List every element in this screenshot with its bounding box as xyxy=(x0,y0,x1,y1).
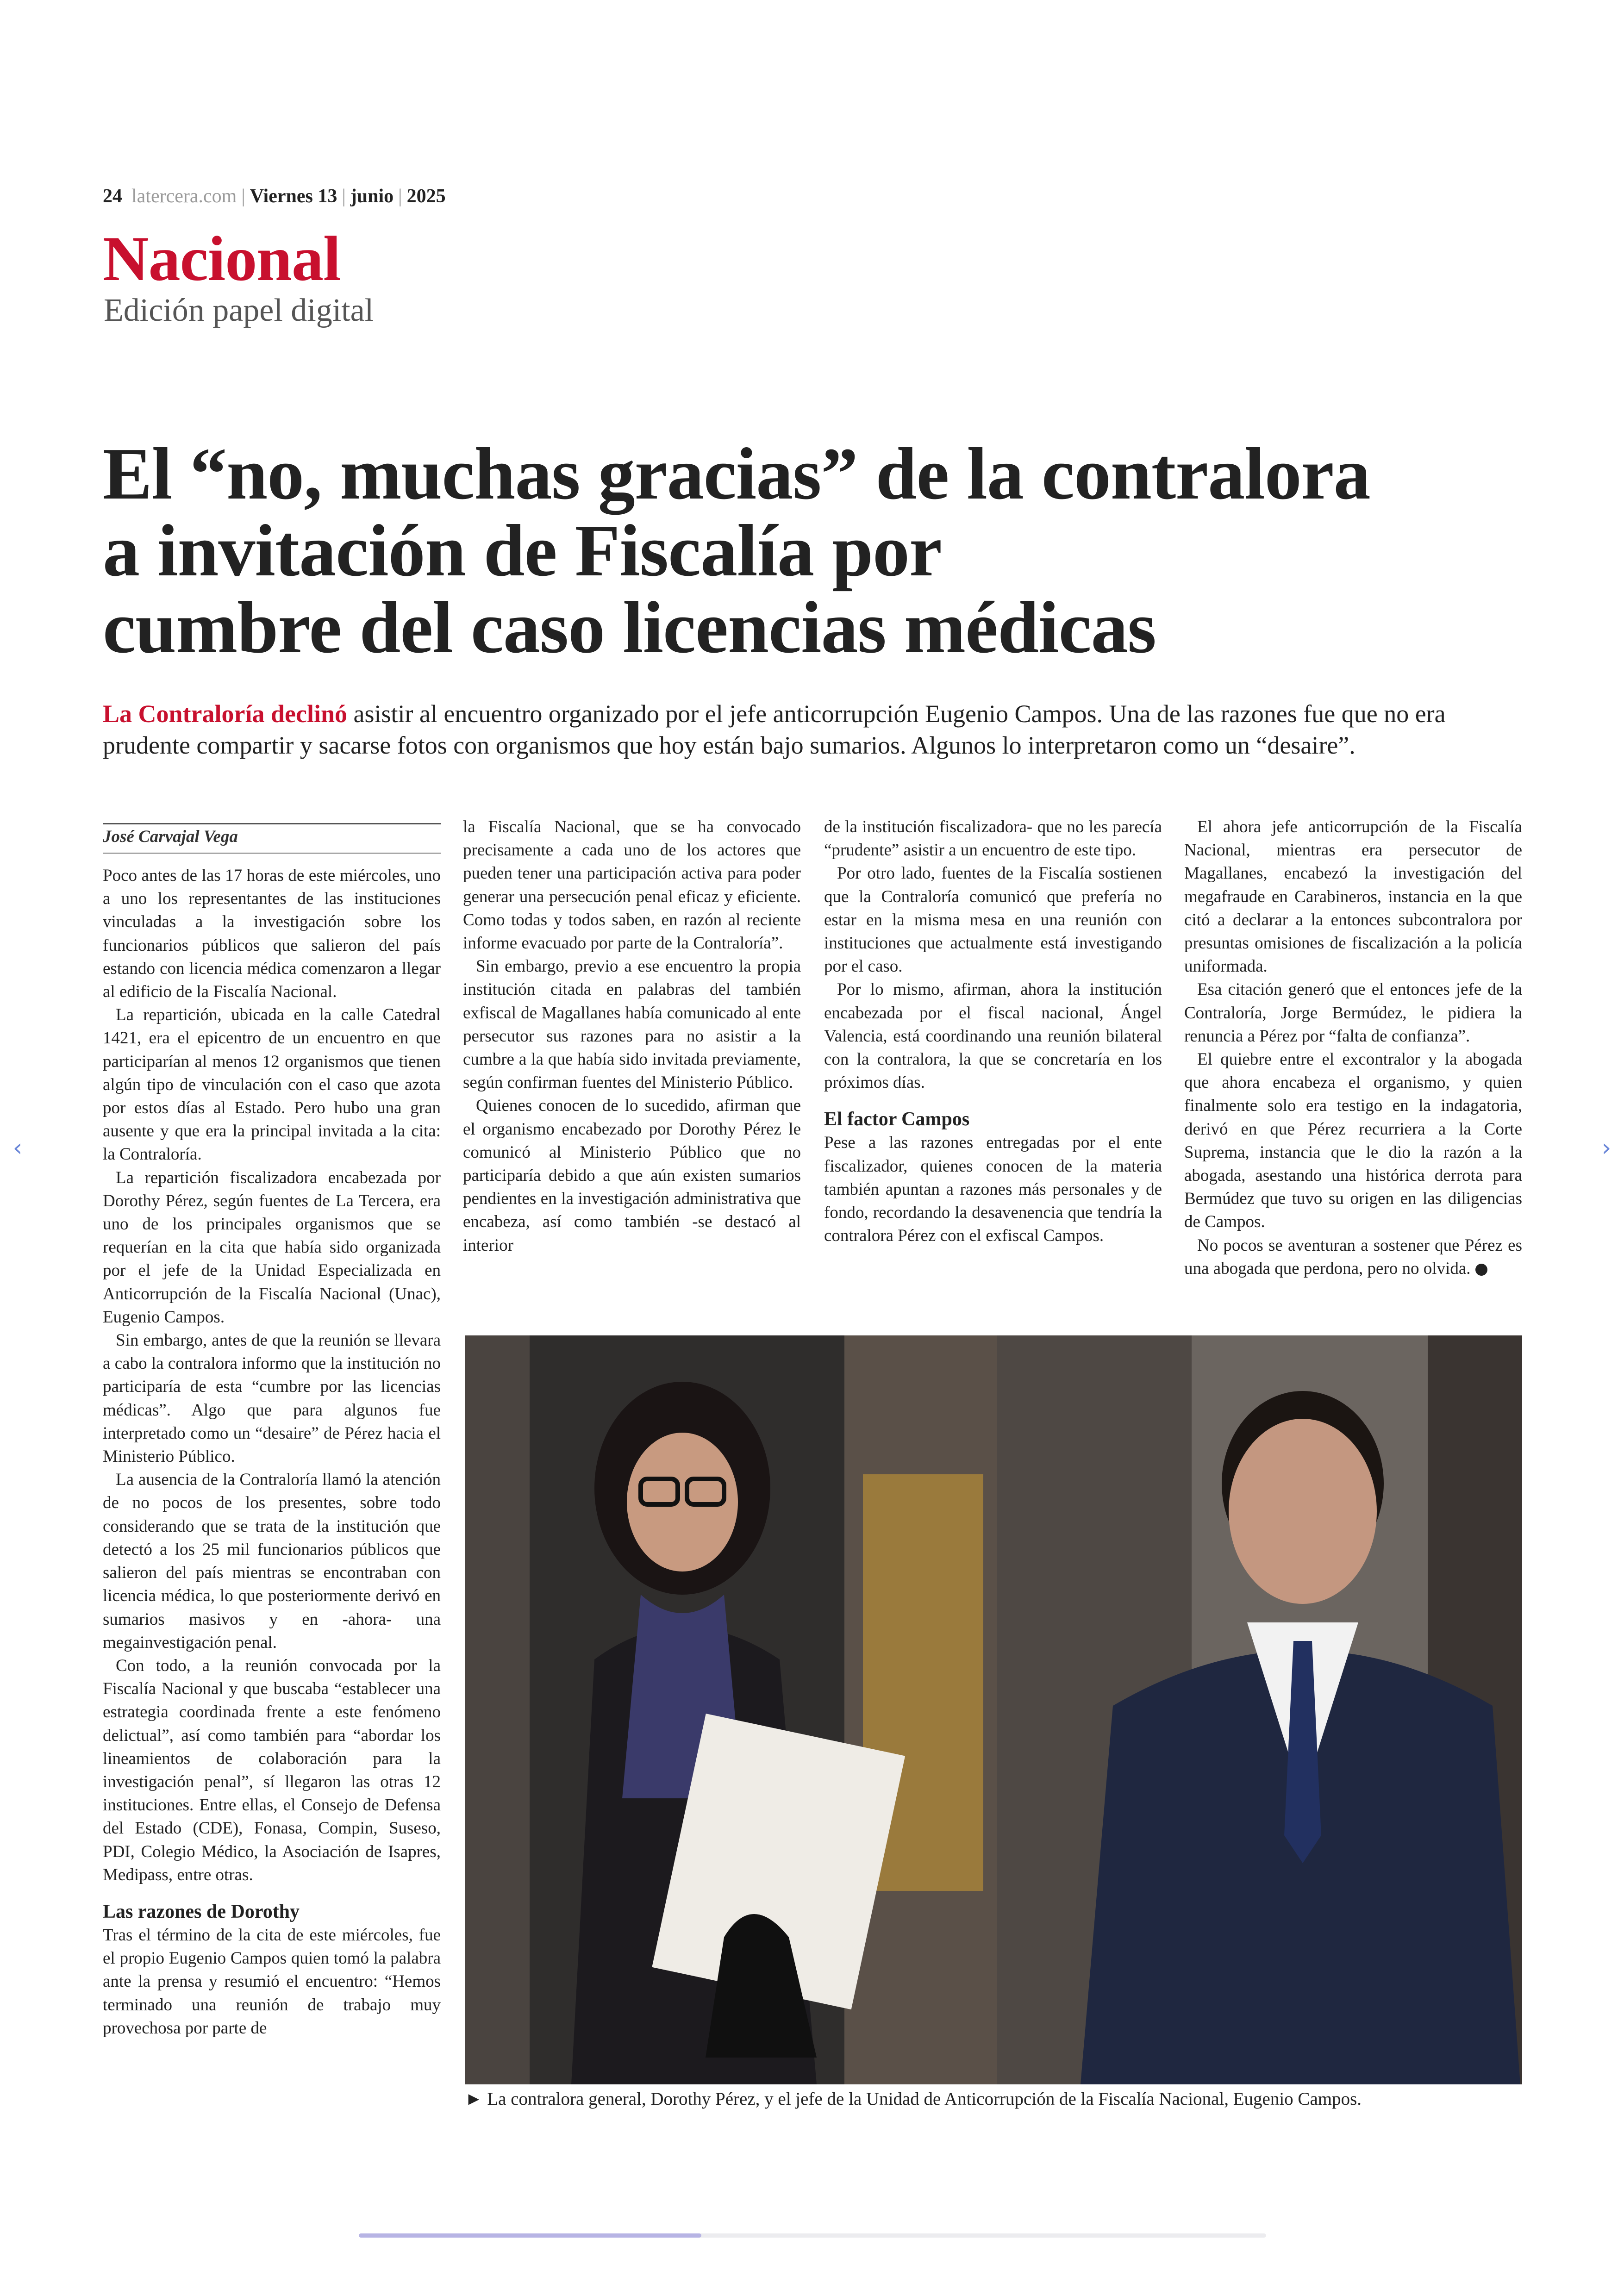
date-year: 2025 xyxy=(406,186,446,207)
byline: José Carvajal Vega xyxy=(103,827,238,846)
byline-rule-top xyxy=(103,823,441,824)
paragraph: la Fiscalía Nacional, que se ha convocado precisamente a cada uno de los actores que pueden tener una participación activa para poder generar una persecución penal eficaz y eficiente. Como todas y todos saben, en razón al reciente informe evacuado por parte de la Contraloría”. xyxy=(463,817,801,953)
page-folio: 24 latercera.com | Viernes 13 | junio | 2025 xyxy=(103,186,446,207)
end-mark-icon xyxy=(1475,1264,1487,1276)
paragraph: Sin embargo, antes de que la reunión se llevara a cabo la contralora informo que la institución no participaría de esta “cumbre por las licencias médicas”. Algo que para algunos fue interpretado como un “desaire” de Pérez hacia el Ministerio Público. xyxy=(103,1331,441,1466)
next-page-icon[interactable]: › xyxy=(1601,1134,1612,1162)
paragraph: Tras el término de la cita de este miércoles, fue el propio Eugenio Campos quien tomó la palabra ante la prensa y resumió el encuentro: “Hemos terminado una reunión de trabajo muy provechosa por parte de xyxy=(103,1925,441,2038)
article-column-3 xyxy=(824,816,1162,1247)
paragraph: Quienes conocen de lo sucedido, afirman que el organismo encabezado por Dorothy Pérez le comunicó al Ministerio Público que no participaría debido a que aún existen sumarios pendientes en la investigación administrativa que encabeza, así como también -se destacó al interior xyxy=(463,1096,801,1255)
photo-caption: ► La contralora general, Dorothy Pérez, y el jefe de la Unidad de Anticorrupción de la Fiscalía Nacional, Eugenio Campos. xyxy=(465,2089,1362,2109)
subheading: El factor Campos xyxy=(824,1109,970,1130)
headline-line: cumbre del caso licencias médicas xyxy=(103,586,1156,668)
subheading: Las razones de Dorothy xyxy=(103,1901,300,1922)
article-headline xyxy=(103,432,1492,668)
paragraph: Con todo, a la reunión convocada por la Fiscalía Nacional y que buscaba “establecer una estrategia coordinada frente a este fenómeno delictual”, así como también para “abordar los lineamientos de colaboración para la investigación penal”, sí llegaron las otras 12 instituciones. Entre ellas, el Consejo de Defensa del Estado (CDE), Fonasa, Compin, Suseso, PDI, Colegio Médico, la Asociación de Isapres, Medipass, entre otras. xyxy=(103,1656,441,1884)
paragraph: El quiebre entre el excontralor y la abogada que ahora encabeza el organismo, y quien finalmente solo era testigo en la indagatoria, derivó en que Pérez recurriera a la Corte Suprema, instancia que le dio la razón a la abogada, asestando una histórica derrota para Bermúdez que tuvo su origen en las diligencias de Campos. xyxy=(1184,1050,1522,1232)
paragraph: La repartición fiscalizadora encabezada por Dorothy Pérez, según fuentes de La Tercera, era uno de los principales organismos que se requerían en la cita que había sido organizada por el jefe de la Unidad Especializada en Anticorrupción de la Fiscalía Nacional (Unac), Eugenio Campos. xyxy=(103,1168,441,1327)
headline-line: El “no, muchas gracias” de la contralora xyxy=(103,432,1370,515)
paragraph: Poco antes de las 17 horas de este miércoles, uno a uno los representantes de las instituciones vinculadas a la investigación sobre los funcionarios públicos que salieron del país estando con licencia médica comenzaron a llegar al edificio de la Fiscalía Nacional. xyxy=(103,866,441,1002)
headline-line: a invitación de Fiscalía por xyxy=(103,509,942,592)
article-column-4 xyxy=(1184,816,1522,1280)
edition-label: Edición papel digital xyxy=(104,293,374,328)
paragraph: Por otro lado, fuentes de la Fiscalía sostienen que la Contraloría comunicó que prefería no estar en la misma mesa en una reunión con instituciones que actualmente está investigando por el caso. xyxy=(824,864,1162,976)
article-lead xyxy=(103,698,1533,761)
paragraph: Sin embargo, previo a ese encuentro la propia institución citada en palabras del también exfiscal de Magallanes había comunicado al ente persecutor sus razones para no asistir a la cumbre a la que había sido invitada previamente, según confirman fuentes del Ministerio Público. xyxy=(463,957,801,1092)
article-column-1 xyxy=(103,864,441,2040)
date-month: junio xyxy=(350,186,394,207)
date-weekday: Viernes 13 xyxy=(250,186,337,207)
paragraph: El ahora jefe anticorrupción de la Fiscalía Nacional, mientras era persecutor de Magallanes, encabezó la investigación del megafraude en Carabineros, instancia en la que citó a declarar a la entonces subcontralora por presuntas omisiones de fiscalización a la policía uniformada. xyxy=(1184,817,1522,976)
byline-rule-bottom xyxy=(103,853,441,854)
photo-illustration xyxy=(465,1335,1522,2084)
caption-arrow-icon: ► xyxy=(465,2089,483,2109)
previous-page-icon[interactable]: ‹ xyxy=(12,1134,23,1162)
paragraph: La ausencia de la Contraloría llamó la atención de no pocos de los presentes, sobre todo considerando que se trata de la institución que detectó a los 25 mil funcionarios públicos que salieron del país mientras se encontraban con licencia médica, lo que posteriormente derivó en sumarios masivos y en -ahora- una megainvestigación penal. xyxy=(103,1470,441,1652)
article-column-2 xyxy=(463,816,801,1257)
paragraph: Pese a las razones entregadas por el ente fiscalizador, quienes conocen de la materia también apuntan a razones más personales y de fondo, recordando la desavenencia que tendría la contralora Pérez con el exfiscal Campos. xyxy=(824,1133,1162,1246)
lead-kicker: La Contraloría declinó xyxy=(103,700,347,728)
paragraph-last: No pocos se aventuran a sostener que Pérez es una abogada que perdona, pero no olvida. xyxy=(1184,1235,1522,1278)
paragraph: de la institución fiscalizadora- que no les parecía “prudente” asistir a un encuentro de este tipo. xyxy=(824,817,1162,860)
section-title: Nacional xyxy=(103,223,341,294)
page-number: 24 xyxy=(103,186,122,207)
paragraph: Esa citación generó que el entonces jefe de la Contraloría, Jorge Bermúdez, le pidiera la renuncia a Pérez por “falta de confianza”. xyxy=(1184,980,1522,1046)
paragraph: La repartición, ubicada en la calle Catedral 1421, era el epicentro de un encuentro en que participarían al menos 12 organismos que tienen algún tipo de vinculación con el caso que azota por estos días al Estado. Pero hubo una gran ausente y que era la principal invitada a la cita: la Contraloría. xyxy=(103,1005,441,1164)
page-scrollbar-thumb[interactable] xyxy=(359,2233,701,2238)
lead-text: asistir al encuentro organizado por el jefe anticorrupción Eugenio Campos. Una de las razones fue que no era prudente compartir y sacarse fotos con organismos que hoy están bajo sumarios. Algunos lo interpretaron como un “desaire”. xyxy=(103,700,1446,759)
article-photo xyxy=(465,1335,1522,2084)
site-name: latercera.com xyxy=(131,186,237,207)
paragraph: Por lo mismo, afirman, ahora la institución encabezada por el fiscal nacional, Ángel Valencia, está coordinando una reunión bilateral con la contralora, la que se concretaría en los próximos días. xyxy=(824,980,1162,1092)
